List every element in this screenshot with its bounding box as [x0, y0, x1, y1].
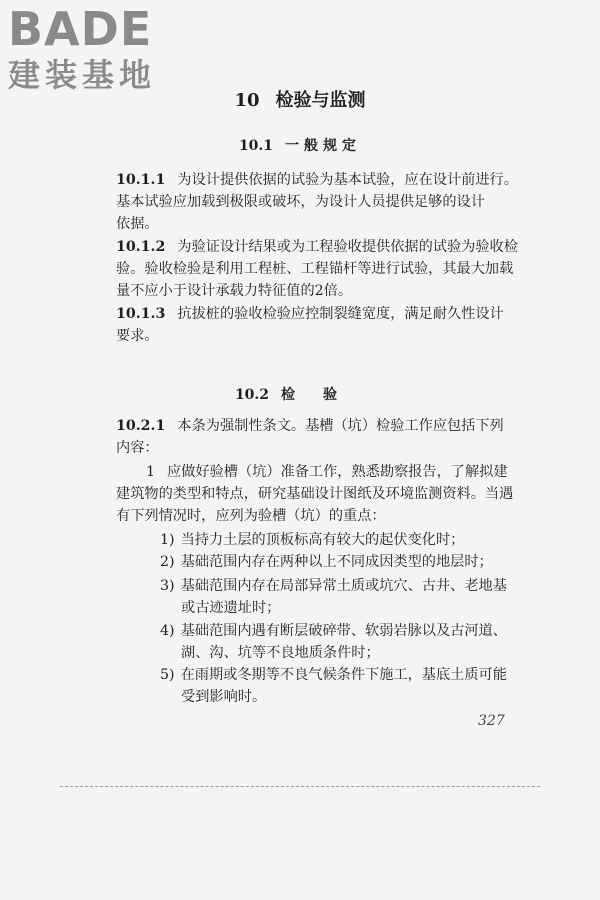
chapter-heading: 检验与监测: [275, 90, 366, 111]
item-number: 1: [146, 464, 156, 480]
clause-line: 10.1.2 为验证设计结果或为工程验收提供依据的试验为验收检: [116, 239, 518, 255]
section-heading-10-2: 10.2 检验: [234, 387, 366, 403]
item-line: 建筑物的类型和特点，研究基础设计图纸及环境监测资料。当遇: [116, 486, 514, 502]
subitem-line: 受到影响时。: [181, 689, 267, 705]
clause-line: 验。验收检验是利用工程桩、工程锚杆等进行试验，其最大加载: [116, 261, 514, 277]
clause-line: 内容：: [116, 440, 159, 456]
subitem-line: 或古迹遗址时；: [181, 600, 281, 616]
clause-line: 依据。: [116, 216, 159, 232]
logo-subtitle: 建装基地: [8, 56, 157, 94]
subitem-marker: 4): [160, 623, 175, 639]
subitem-marker: 2): [160, 554, 175, 570]
section-heading-10-1: 10.1 一般规定: [238, 138, 362, 154]
subitem-line: 5) 在雨期或冬期等不良气候条件下施工，基底土质可能: [160, 667, 507, 683]
clause-line: 10.2.1 本条为强制性条文。基槽（坑）检验工作应包括下列: [116, 418, 504, 434]
subitem-line: 湖、沟、坑等不良地质条件时；: [181, 645, 380, 661]
subitem-marker: 5): [160, 667, 175, 683]
subitem-line: 3) 基础范围内存在局部异常土质或坑穴、古井、老地基: [160, 578, 507, 594]
item-line: 有下列情况时，应列为验槽（坑）的重点：: [116, 508, 386, 524]
clause-line: 要求。: [116, 328, 159, 344]
item-line: 1 应做好验槽（坑）准备工作，熟悉勘察报告，了解拟建: [146, 464, 508, 480]
clause-line: 量不应小于设计承载力特征值的2倍。: [116, 283, 353, 299]
logo-brand: BADE: [8, 2, 153, 56]
chapter-title: [0, 86, 600, 112]
page-number: 327: [478, 713, 505, 729]
clause-line: 基本试验应加载到极限或破坏，为设计人员提供足够的设计: [116, 194, 485, 210]
subitem-line: 4) 基础范围内遇有断层破碎带、软弱岩脉以及古河道、: [160, 623, 507, 639]
clause-number: 10.1.2: [116, 239, 166, 255]
clause-line: 10.1.3 抗拔桩的验收检验应控制裂缝宽度，满足耐久性设计: [116, 306, 504, 322]
subitem-line: 1) 当持力土层的顶板标高有较大的起伏变化时；: [160, 532, 465, 548]
clause-number: 10.2.1: [116, 418, 166, 434]
chapter-number: 10: [234, 90, 260, 111]
clause-line: 10.1.1 为设计提供依据的试验为基本试验，应在设计前进行。: [116, 172, 518, 188]
clause-number: 10.1.1: [116, 172, 166, 188]
logo: [8, 2, 157, 94]
subitem-marker: 1): [160, 532, 175, 548]
clause-number: 10.1.3: [116, 306, 166, 322]
subitem-marker: 3): [160, 578, 175, 594]
bottom-divider: [60, 786, 540, 787]
subitem-line: 2) 基础范围内存在两种以上不同成因类型的地层时；: [160, 554, 493, 570]
